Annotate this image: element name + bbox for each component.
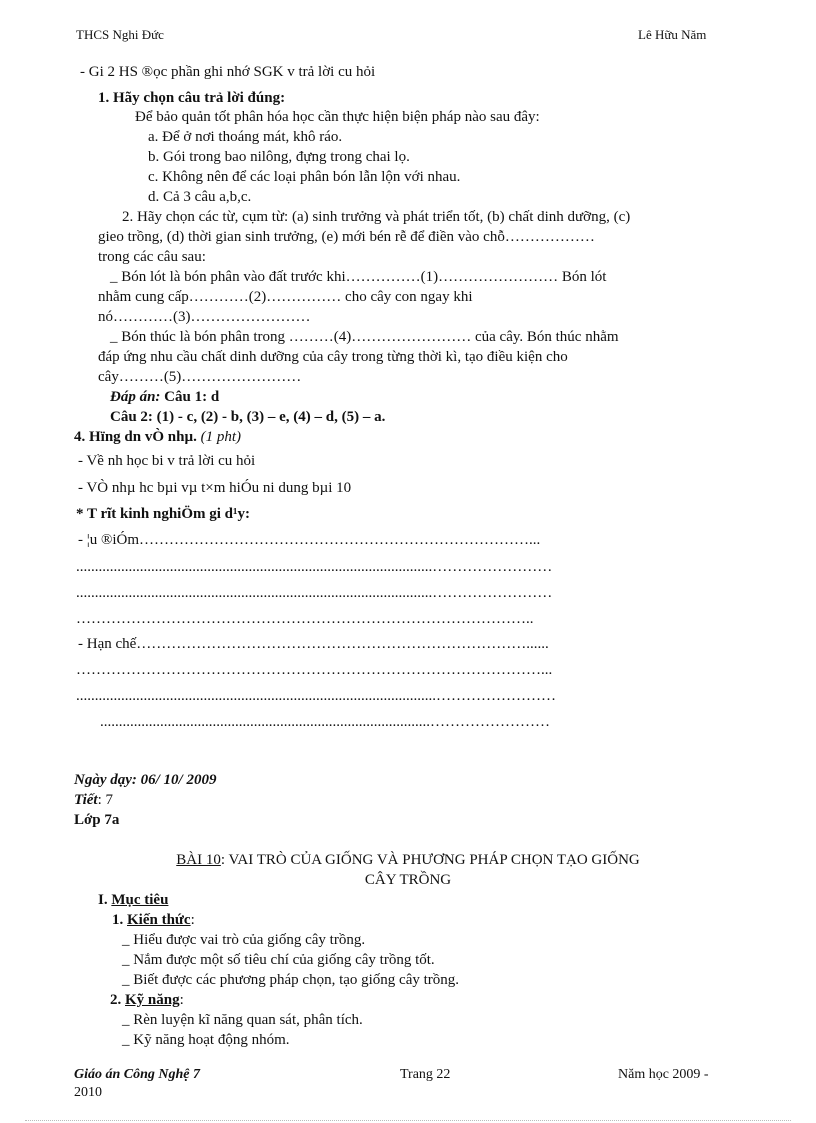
question-1-option: d. Cả 3 câu a,b,c. <box>148 189 252 205</box>
skills-suffix: : <box>179 992 184 1008</box>
footer-page-number: Trang 22 <box>400 1067 451 1082</box>
skills-heading <box>110 991 184 1009</box>
question-1-option: a. Để ở nơi thoáng mát, khô ráo. <box>148 129 343 145</box>
skills-label: Kỹ năng <box>125 992 180 1008</box>
answer-2: Câu 2: (1) - c, (2) - b, (3) – e, (4) – d, (5) – a. <box>110 409 386 425</box>
knowledge-heading <box>112 911 195 929</box>
lesson-title-line-2: CÂY TRỒNG <box>364 872 452 888</box>
homework-title <box>74 428 241 446</box>
question-1-option: b. Gói trong bao nilông, đựng trong chai lọ. <box>148 149 410 165</box>
experience-bad-line: ................................................................................................…………………… <box>76 688 556 704</box>
knowledge-item: _ Biết được các phương pháp chọn, tạo giống cây trồng. <box>122 972 460 988</box>
answer-1 <box>110 388 219 406</box>
lesson-number: BÀI 10 <box>176 852 221 868</box>
question-2-line: trong các câu sau: <box>98 249 206 265</box>
activity-intro: - Gi 2 HS ®ọc phần ghi nhớ SGK v trả lời cu hỏi <box>80 64 376 80</box>
lesson-title <box>0 851 816 869</box>
footer-school-year: Năm học 2009 - <box>618 1067 709 1082</box>
knowledge-item: _ Nắm được một số tiêu chí của giống cây trồng tốt. <box>122 952 435 968</box>
footer-school-year-end: 2010 <box>74 1085 102 1100</box>
homework-title-main: 4. Hïng dn vÒ nhµ. <box>74 429 197 445</box>
knowledge-suffix: : <box>190 912 195 928</box>
answer-label: Đáp án: <box>110 389 161 405</box>
experience-good-line: ...............................................................................................…………………… <box>76 559 553 575</box>
header-author: Lê Hữu Năm <box>638 27 707 42</box>
question-1-title: 1. Hãy chọn câu trả lời đúng: <box>98 90 286 106</box>
lesson-period-label: Tiết <box>74 792 98 808</box>
answer-1-text: Câu 1: d <box>160 389 220 405</box>
homework-duration: (1 pht) <box>196 429 242 445</box>
objectives-heading <box>98 891 168 909</box>
lesson-title-line-1: : VAI TRÒ CỦA GIỐNG VÀ PHƯƠNG PHÁP CHỌN TẠO GIỐNG <box>220 852 640 868</box>
question-2-line: _ Bón lót là bón phân vào đất trước khi……………(1)…………………… Bón lót <box>110 269 607 285</box>
question-2-line: 2. Hãy chọn các từ, cụm từ: (a) sinh trưởng và phát triển tốt, (b) chất dinh dưỡng, (c) <box>122 209 631 225</box>
homework-item: - Về nh học bi v trả lời cu hỏi <box>78 453 256 469</box>
objectives-prefix: I. <box>98 892 112 908</box>
question-2-line: cây………(5)…………………… <box>98 369 302 385</box>
question-2-line: _ Bón thúc là bón phân trong ………(4)…………………… của cây. Bón thúc nhằm <box>110 329 619 345</box>
lesson-date: Ngày dạy: 06/ 10/ 2009 <box>74 772 217 788</box>
experience-good-line: ……………………………………………………………………………….. <box>76 611 534 627</box>
footer-title: Giáo án Công Nghệ 7 <box>74 1067 201 1082</box>
lesson-class: Lớp 7a <box>74 812 120 828</box>
question-2-line: đáp ứng nhu cầu chất dinh dưỡng của cây trong từng thời kì, tạo điều kiện cho <box>98 349 568 365</box>
knowledge-item: _ Hiểu được vai trò của giống cây trồng. <box>122 932 366 948</box>
question-2-line: nó…………(3)…………………… <box>98 309 311 325</box>
homework-item: - VÒ nhµ hc bµi vµ t×m hiÓu ni dung bµi 10 <box>78 480 352 496</box>
experience-bad-line: ........................................................................................…………………… <box>100 714 550 730</box>
page-bottom-divider <box>25 1120 791 1121</box>
question-1-stem: Để bảo quản tốt phân hóa học cần thực hiện biện pháp nào sau đây: <box>135 109 540 125</box>
lesson-period-value: : 7 <box>97 792 114 808</box>
question-1-option: c. Không nên để các loại phân bón lẫn lộn với nhau. <box>148 169 461 185</box>
experience-bad-label: - Hạn chế……………………………………………………………………...... <box>78 636 549 652</box>
experience-title: * T rĩt kinh nghiÖm gi d¹y: <box>76 506 250 522</box>
objectives-label: Mục tiêu <box>111 892 169 908</box>
knowledge-label: Kiến thức <box>127 912 191 928</box>
experience-good-label: - ¦u ®iÓm……………………………………………………………………... <box>78 532 541 548</box>
knowledge-prefix: 1. <box>112 912 127 928</box>
lesson-period <box>74 791 113 809</box>
skills-prefix: 2. <box>110 992 125 1008</box>
question-2-line: nhằm cung cấp…………(2)…………… cho cây con ngay khi <box>98 289 473 305</box>
question-2-line: gieo trồng, (d) thời gian sinh trưởng, (e) mới bén rễ để điền vào chỗ……………… <box>98 229 595 245</box>
header-school: THCS Nghi Đức <box>76 27 164 42</box>
skills-item: _ Rèn luyện kĩ năng quan sát, phân tích. <box>122 1012 363 1028</box>
experience-good-line: ...............................................................................................…………………… <box>76 585 553 601</box>
skills-item: _ Kỹ năng hoạt động nhóm. <box>122 1032 290 1048</box>
experience-bad-line: …………………………………………………………………………………... <box>76 662 553 678</box>
